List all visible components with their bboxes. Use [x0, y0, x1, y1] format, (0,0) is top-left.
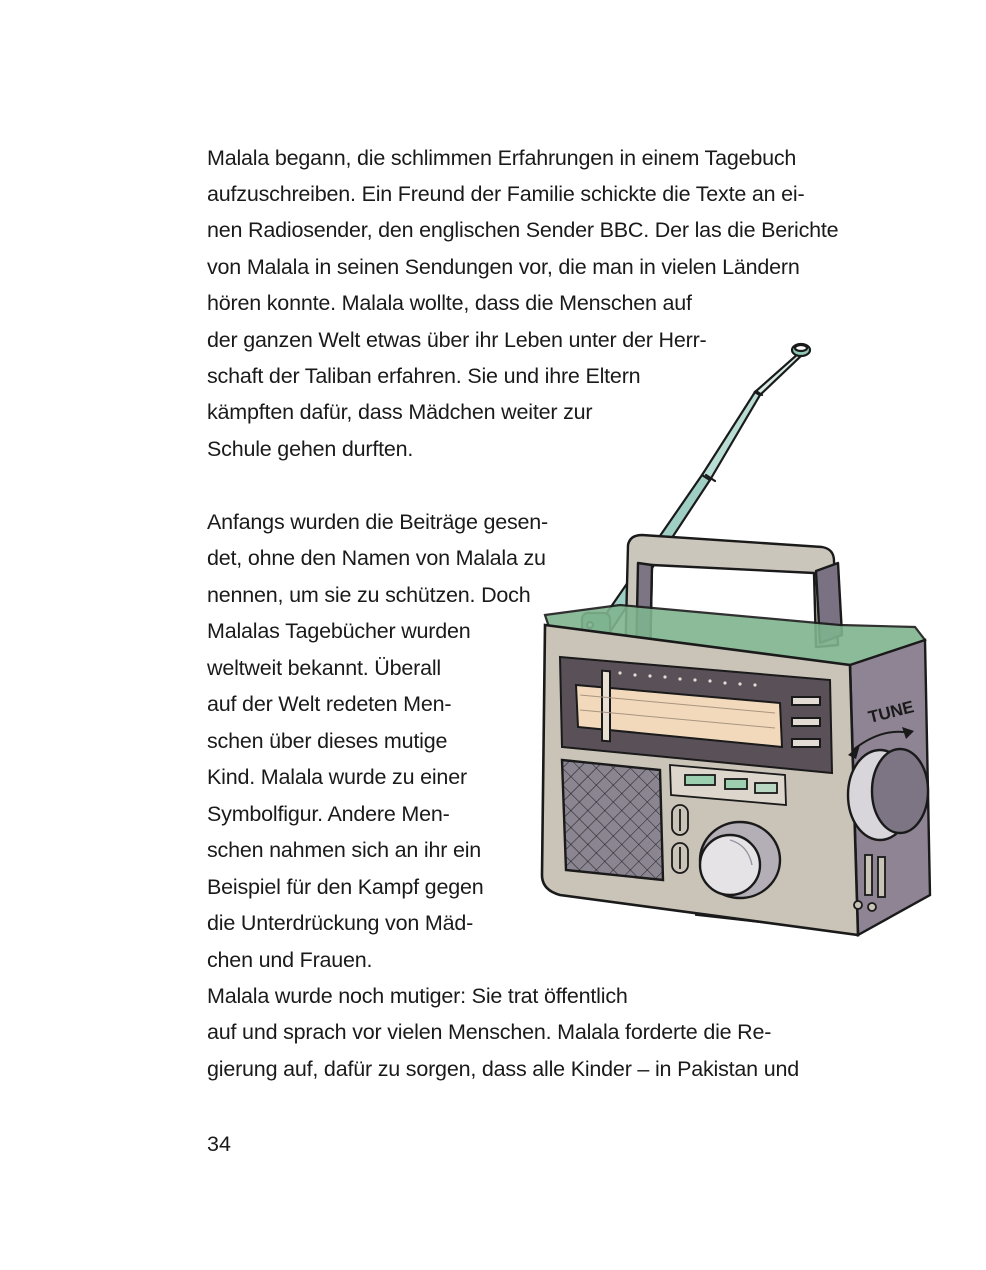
- text-line: hören konnte. Malala wollte, dass die Menschen auf: [207, 291, 692, 315]
- text-line: Anfangs wurden die Beiträge gesen-: [207, 510, 549, 534]
- volume-knob: [700, 822, 780, 898]
- tuning-knob: [848, 749, 928, 840]
- text-line: auf der Welt redeten Men-: [207, 692, 452, 716]
- radio-icon: [520, 335, 940, 960]
- text-line: Beispiel für den Kampf gegen: [207, 875, 484, 899]
- text-line: aufzuschreiben. Ein Freund der Familie schickte die Texte an ei-: [207, 182, 805, 206]
- text-line: auf und sprach vor vielen Menschen. Malala forderte die Re-: [207, 1020, 772, 1044]
- tune-label: TUNE: [866, 697, 916, 727]
- text-line: die Unterdrückung von Mäd-: [207, 911, 474, 935]
- text-line: von Malala in seinen Sendungen vor, die man in vielen Ländern: [207, 255, 800, 279]
- text-line: det, ohne den Namen von Malala zu: [207, 546, 546, 570]
- text-line: kämpften dafür, dass Mädchen weiter zur: [207, 400, 593, 424]
- text-line: Malala wurde noch mutiger: Sie trat öffentlich: [207, 984, 628, 1008]
- text-line: gierung auf, dafür zu sorgen, dass alle Kinder – in Pakistan und: [207, 1057, 799, 1081]
- text-line: weltweit bekannt. Überall: [207, 656, 442, 680]
- text-line: Symbolfigur. Andere Men-: [207, 802, 450, 826]
- text-line: Malala begann, die schlimmen Erfahrungen in einem Tagebuch: [207, 146, 797, 170]
- text-line: schen nahmen sich an ihr ein: [207, 838, 482, 862]
- speaker-grille: [562, 760, 663, 880]
- text-line: Malalas Tagebücher wurden: [207, 619, 471, 643]
- text-line: schaft der Taliban erfahren. Sie und ihre Eltern: [207, 364, 641, 388]
- text-line: Schule gehen durften.: [207, 437, 414, 461]
- text-line: nen Radiosender, den englischen Sender BBC. Der las die Berichte: [207, 218, 839, 242]
- text-line: Kind. Malala wurde zu einer: [207, 765, 467, 789]
- page-number: 34: [207, 1132, 231, 1156]
- text-line: chen und Frauen.: [207, 948, 373, 972]
- text-line: schen über dieses mutige: [207, 729, 448, 753]
- radio-illustration: [520, 335, 940, 960]
- text-line: der ganzen Welt etwas über ihr Leben unter der Herr-: [207, 328, 707, 352]
- text-line: nennen, um sie zu schützen. Doch: [207, 583, 531, 607]
